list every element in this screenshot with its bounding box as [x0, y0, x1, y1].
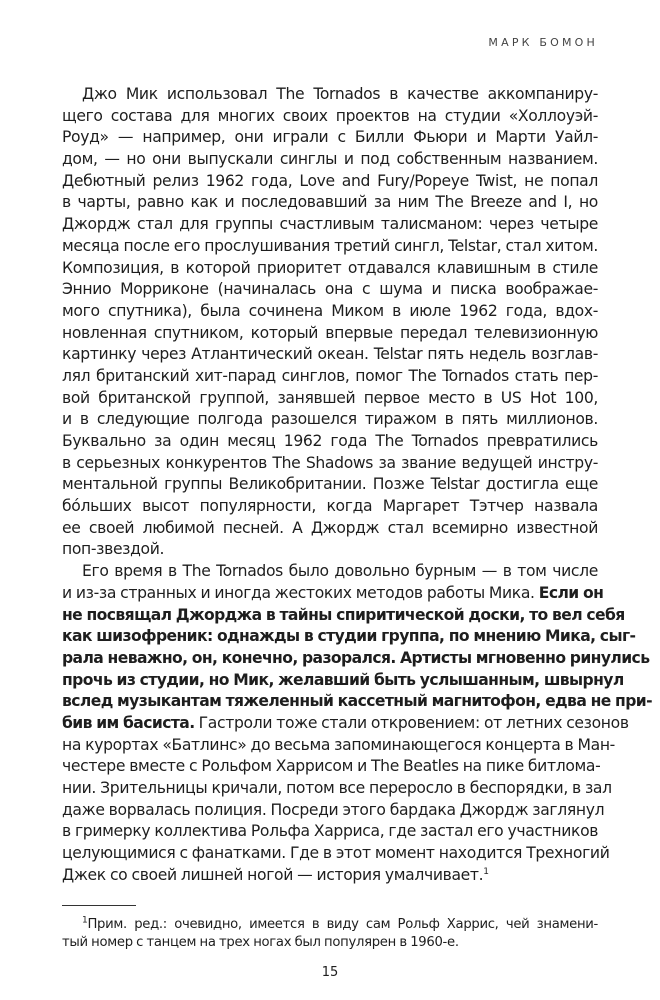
text-run: Его время в The Tornados было довольно бурным — в том числе — [82, 562, 598, 581]
text-line — [62, 648, 650, 670]
text-line — [62, 258, 598, 280]
text-run: бóльших высот популярности, когда Маргарет Тэтчер назвала — [62, 497, 598, 516]
text-run: нии. Зрительницы кричали, потом все переросло в беспорядки, в зал — [62, 779, 612, 797]
text-run: щего состава для многих своих проектов на студии «Холлоуэй- — [62, 106, 598, 125]
bold-text: как шизофреник: однажды в студии группа, по мнению Мика, сыг- — [62, 627, 636, 646]
text-run: Джордж стал для группы счастливым талисманом: через четыре — [62, 215, 598, 234]
text-line — [62, 388, 598, 410]
text-run: новленная спутником, который впервые передал телевизионную — [62, 323, 598, 342]
text-line — [62, 323, 598, 345]
text-run: Гастроли тоже стали откровением: от летних сезонов — [194, 713, 629, 732]
text-run: Джо Мик использовал The Tornados в качестве аккомпаниру- — [82, 85, 598, 103]
text-line — [62, 106, 598, 128]
text-line — [62, 496, 598, 518]
footnote-divider — [62, 905, 136, 906]
text-run: Роуд» — например, они играли с Билли Фьюри и Марти Уайл- — [62, 128, 598, 147]
text-run: ее своей любимой песней. А Джордж стал всемирно известной — [62, 518, 598, 537]
text-line — [62, 778, 612, 800]
text-line — [62, 518, 598, 540]
text-line — [62, 344, 598, 366]
text-line — [62, 821, 598, 843]
text-run: на курортах «Батлинс» до весьма запоминающегося концерта в Ман- — [62, 735, 615, 754]
text-run: Композиция, в которой приоритет отдавался клавишным в стиле — [62, 258, 598, 277]
bold-text: бив им басиста. — [62, 713, 195, 732]
text-line — [62, 539, 598, 561]
bold-text: вслед музыкантам тяжеленный кассетный магнитофон, едва не при- — [62, 692, 652, 711]
text-line — [62, 561, 598, 583]
text-line — [62, 670, 624, 692]
text-line — [62, 171, 598, 193]
page-number: 15 — [321, 965, 339, 980]
footnote-marker: 1 — [82, 915, 88, 926]
body-text — [62, 84, 652, 886]
text-run: в серьезных конкурентов The Shadows за звание ведущей инстру- — [62, 453, 598, 472]
footnote-line — [62, 934, 598, 952]
text-run: ментальной группы Великобритании. Позже Telstar достигла еще — [62, 475, 598, 494]
text-run: Дебютный релиз 1962 года, Love and Fury/Popeye Twist, не попал — [62, 171, 598, 190]
text-line — [62, 431, 598, 453]
bold-text: рала неважно, он, конечно, разорался. Артисты мгновенно ринулись — [62, 648, 650, 667]
text-line — [62, 474, 598, 496]
text-line — [62, 843, 610, 865]
text-run: Эннио Морриконе (начиналась она с шума и писка воображае- — [62, 280, 598, 299]
text-line — [62, 713, 629, 735]
footnote-text: Прим. ред.: очевидно, имеется в виду сам Рольф Харрис, чей знамени- — [87, 917, 598, 932]
text-line — [62, 865, 598, 887]
text-line — [62, 453, 598, 475]
text-run: целующимися с фанатками. Где в этот момент находится Трехногий — [62, 844, 610, 863]
text-line — [62, 626, 636, 648]
text-line — [62, 583, 604, 605]
text-line — [62, 691, 652, 713]
text-line — [62, 735, 615, 757]
footnote-line — [62, 916, 598, 934]
text-line — [62, 279, 598, 301]
text-run: даже ворвалась полиция. Посреди этого бардака Джордж заглянул — [62, 800, 605, 819]
text-run: поп-звездой. — [62, 540, 165, 559]
text-line — [62, 366, 598, 388]
text-line — [62, 149, 598, 171]
footnote — [62, 916, 598, 952]
text-line — [62, 192, 598, 214]
text-run: в гримерку коллектива Рольфа Харриса, где застал его участников — [62, 822, 599, 841]
text-line — [62, 800, 605, 822]
running-header: МАРК БОМОН — [488, 36, 598, 49]
text-run: и из-за странных и иногда жестоких методов работы Мика. — [62, 583, 539, 602]
bold-text: не посвящал Джорджа в тайны спиритической доски, то вел себя — [62, 605, 625, 624]
text-run: вой британской группой, занявшей первое место в US Hot 100, — [62, 388, 598, 407]
text-run: Буквально за один месяц 1962 года The Tornados превратились — [62, 432, 598, 450]
text-line — [62, 756, 601, 778]
text-line — [62, 301, 598, 323]
text-line — [62, 127, 598, 149]
text-line — [62, 214, 598, 236]
text-run: дом, — но они выпускали синглы и под собственным названием. — [62, 150, 598, 169]
text-run: в чарты, равно как и последовавший за ним The Breeze and I, но — [62, 193, 598, 212]
text-line — [62, 409, 598, 431]
text-run: честере вместе с Рольфом Харрисом и The Beatles на пике битлома- — [62, 757, 601, 776]
bold-text: Если он — [538, 583, 604, 602]
text-line — [62, 84, 598, 106]
text-line — [62, 605, 625, 627]
text-run: и в следующие полгода разошелся тиражом в пять миллионов. — [62, 410, 598, 429]
text-run: картинку через Атлантический океан. Telstar пять недель возглав- — [62, 345, 598, 364]
text-line — [62, 236, 598, 258]
text-run: мого спутника), была сочинена Миком в июле 1962 года, вдох- — [62, 301, 598, 320]
footnote-text: тый номер с танцем на трех ногах был популярен в 1960-е. — [62, 935, 459, 950]
footnote-reference[interactable]: 1 — [483, 866, 489, 877]
bold-text: прочь из студии, но Мик, желавший быть услышанным, швырнул — [62, 670, 624, 689]
text-run: месяца после его прослушивания третий сингл, Telstar, стал хитом. — [62, 236, 598, 255]
text-run: лял британский хит-парад синглов, помог The Tornados стать пер- — [62, 366, 598, 385]
text-run: Джек со своей лишней ногой — история умалчивает. — [62, 865, 484, 884]
